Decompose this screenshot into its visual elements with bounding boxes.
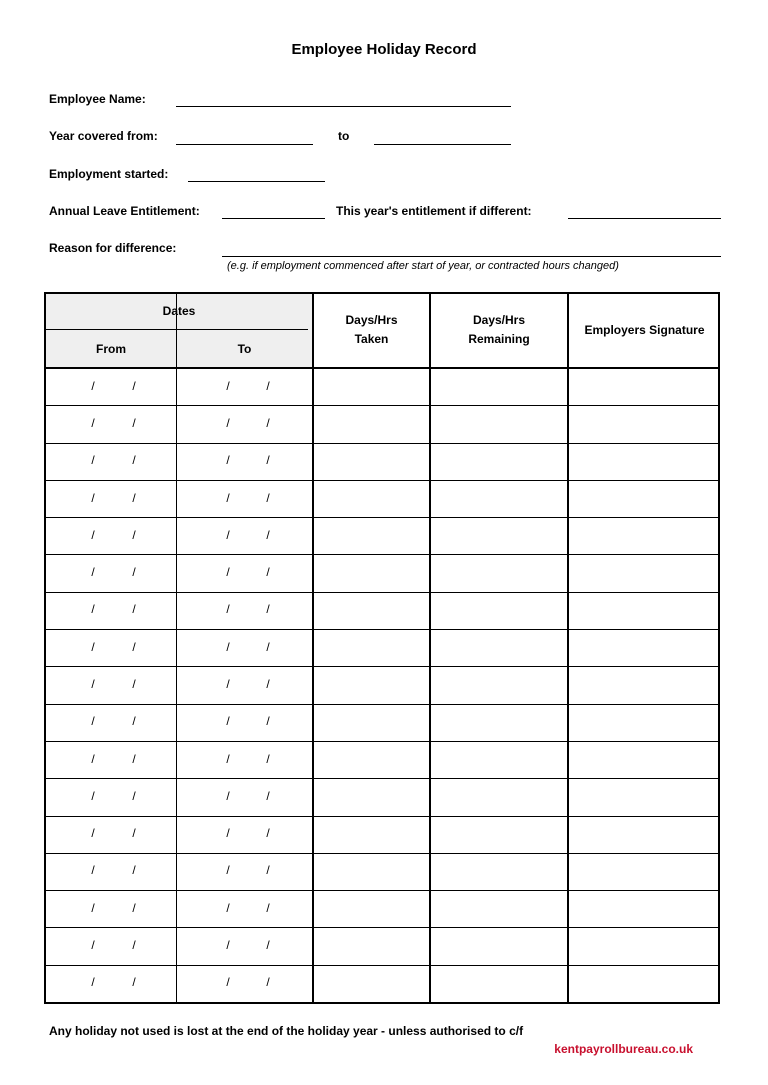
from-date-slash: / xyxy=(132,900,136,915)
year-to-label: to xyxy=(338,129,350,143)
year-to-field[interactable] xyxy=(374,144,511,145)
days-taken-line2: Taken xyxy=(354,332,389,346)
from-date-slash: / xyxy=(132,527,136,542)
to-date-slash: / xyxy=(226,602,230,617)
table-row[interactable] xyxy=(46,629,718,666)
to-date-slash: / xyxy=(266,676,270,691)
table-row[interactable] xyxy=(46,704,718,741)
to-date-slash: / xyxy=(226,453,230,468)
to-date-slash: / xyxy=(266,453,270,468)
table-row[interactable] xyxy=(46,741,718,778)
year-from-label: Year covered from: xyxy=(49,129,158,143)
to-date-slash: / xyxy=(226,527,230,542)
table-row[interactable] xyxy=(46,405,718,442)
from-date-slash: / xyxy=(91,602,95,617)
employee-name-field[interactable] xyxy=(176,106,511,107)
days-taken-header xyxy=(314,311,429,349)
to-date-slash: / xyxy=(266,602,270,617)
to-date-slash: / xyxy=(266,565,270,580)
to-date-slash: / xyxy=(226,826,230,841)
from-date-slash: / xyxy=(132,639,136,654)
reason-field[interactable] xyxy=(222,256,721,257)
table-row[interactable] xyxy=(46,554,718,591)
to-date-slash: / xyxy=(226,639,230,654)
from-date-slash: / xyxy=(132,938,136,953)
from-date-slash: / xyxy=(132,676,136,691)
to-date-slash: / xyxy=(266,490,270,505)
employee-name-label: Employee Name: xyxy=(49,92,146,106)
from-date-slash: / xyxy=(132,975,136,990)
from-date-slash: / xyxy=(91,415,95,430)
from-date-slash: / xyxy=(91,565,95,580)
from-date-slash: / xyxy=(132,490,136,505)
table-row[interactable] xyxy=(46,443,718,480)
to-date-slash: / xyxy=(226,900,230,915)
from-date-slash: / xyxy=(132,565,136,580)
from-date-slash: / xyxy=(91,453,95,468)
from-date-slash: / xyxy=(91,900,95,915)
signature-header: Employers Signature xyxy=(584,323,705,337)
to-date-slash: / xyxy=(226,975,230,990)
to-date-slash: / xyxy=(226,415,230,430)
to-date-slash: / xyxy=(266,415,270,430)
from-date-slash: / xyxy=(91,751,95,766)
from-date-slash: / xyxy=(91,975,95,990)
to-date-slash: / xyxy=(266,826,270,841)
reason-note: (e.g. if employment commenced after start of year, or contracted hours changed) xyxy=(227,260,619,272)
to-header: To xyxy=(237,342,252,356)
footer-note: Any holiday not used is lost at the end of the holiday year - unless authorised to c/f xyxy=(49,1024,524,1038)
from-date-slash: / xyxy=(91,863,95,878)
credit-link[interactable]: kentpayrollbureau.co.uk xyxy=(554,1042,693,1056)
from-date-slash: / xyxy=(91,826,95,841)
dates-sub-divider xyxy=(46,329,308,330)
to-date-slash: / xyxy=(266,900,270,915)
to-date-slash: / xyxy=(266,863,270,878)
from-date-slash: / xyxy=(91,938,95,953)
to-date-slash: / xyxy=(226,565,230,580)
from-date-slash: / xyxy=(132,751,136,766)
from-date-slash: / xyxy=(132,714,136,729)
table-row[interactable] xyxy=(46,778,718,815)
this-year-field[interactable] xyxy=(568,218,721,219)
from-date-slash: / xyxy=(132,788,136,803)
days-remaining-header xyxy=(431,311,567,349)
table-row[interactable] xyxy=(46,666,718,703)
from-date-slash: / xyxy=(91,714,95,729)
days-remaining-line2: Remaining xyxy=(468,332,530,346)
from-date-slash: / xyxy=(132,826,136,841)
this-year-label: This year's entitlement if different: xyxy=(336,204,532,218)
to-date-slash: / xyxy=(266,938,270,953)
from-date-slash: / xyxy=(91,490,95,505)
to-date-slash: / xyxy=(266,975,270,990)
to-date-slash: / xyxy=(226,676,230,691)
to-date-slash: / xyxy=(266,639,270,654)
from-date-slash: / xyxy=(132,863,136,878)
table-row[interactable] xyxy=(46,480,718,517)
from-date-slash: / xyxy=(91,788,95,803)
to-date-slash: / xyxy=(266,751,270,766)
dates-header: Dates xyxy=(162,304,196,318)
from-date-slash: / xyxy=(132,602,136,617)
from-date-slash: / xyxy=(132,415,136,430)
to-date-slash: / xyxy=(266,378,270,393)
table-row[interactable] xyxy=(46,890,718,927)
table-row[interactable] xyxy=(46,927,718,964)
table-row[interactable] xyxy=(46,368,718,405)
employment-started-field[interactable] xyxy=(188,181,325,182)
to-date-slash: / xyxy=(266,527,270,542)
to-date-slash: / xyxy=(226,378,230,393)
annual-leave-field[interactable] xyxy=(222,218,325,219)
from-date-slash: / xyxy=(91,527,95,542)
holiday-table xyxy=(44,292,720,1004)
to-date-slash: / xyxy=(226,490,230,505)
table-row[interactable] xyxy=(46,816,718,853)
from-date-slash: / xyxy=(132,453,136,468)
to-date-slash: / xyxy=(226,788,230,803)
table-row[interactable] xyxy=(46,517,718,554)
to-date-slash: / xyxy=(226,714,230,729)
from-date-slash: / xyxy=(132,378,136,393)
days-remaining-line1: Days/Hrs xyxy=(472,313,526,327)
annual-leave-label: Annual Leave Entitlement: xyxy=(49,204,200,218)
table-row[interactable] xyxy=(46,853,718,890)
to-date-slash: / xyxy=(266,714,270,729)
to-date-slash: / xyxy=(226,751,230,766)
page-title: Employee Holiday Record xyxy=(291,41,477,58)
to-date-slash: / xyxy=(226,938,230,953)
from-header: From xyxy=(96,342,126,356)
to-date-slash: / xyxy=(266,788,270,803)
table-row[interactable] xyxy=(46,592,718,629)
to-date-slash: / xyxy=(226,863,230,878)
from-date-slash: / xyxy=(91,676,95,691)
table-row[interactable] xyxy=(46,965,718,1002)
days-taken-line1: Days/Hrs xyxy=(345,313,398,327)
employment-started-label: Employment started: xyxy=(49,167,169,181)
reason-label: Reason for difference: xyxy=(49,241,177,255)
year-from-field[interactable] xyxy=(176,144,313,145)
from-date-slash: / xyxy=(91,639,95,654)
from-date-slash: / xyxy=(91,378,95,393)
